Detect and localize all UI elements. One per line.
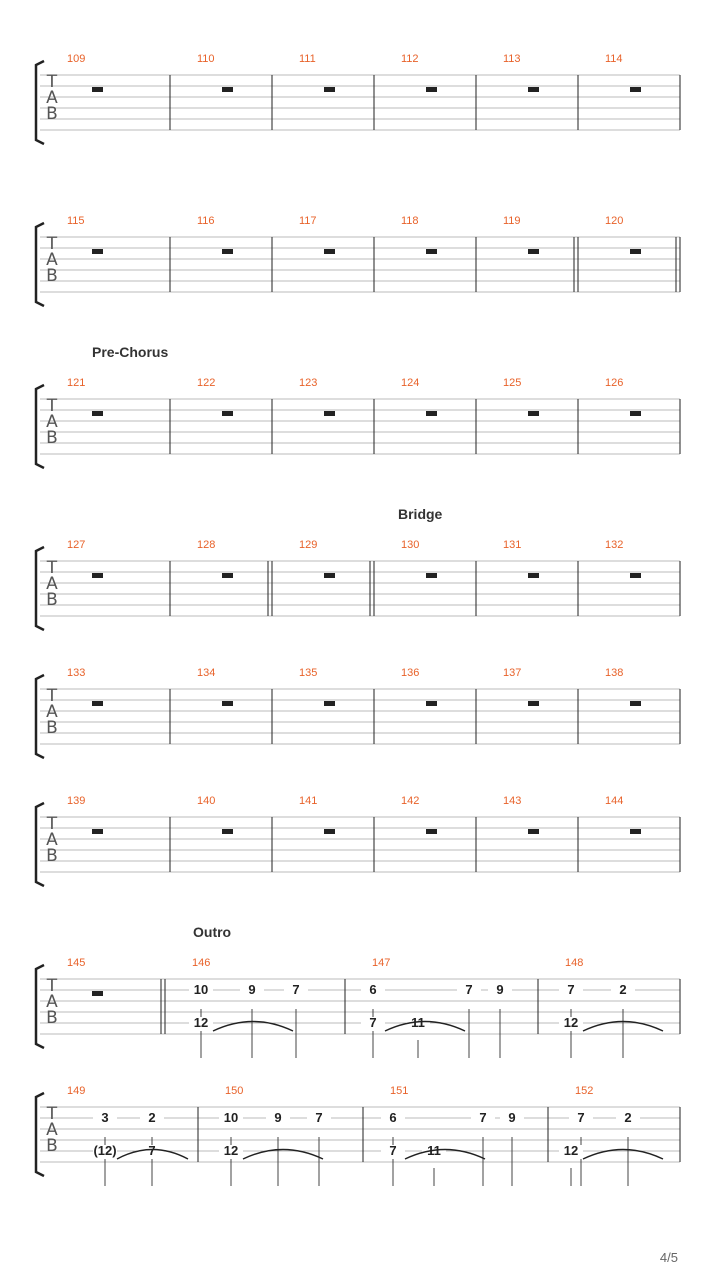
whole-rest [92,249,103,254]
whole-rest [222,411,233,416]
tab-letter: A [46,1120,58,1140]
measure-number: 125 [503,377,522,389]
whole-rest [222,573,233,578]
whole-rest [222,87,233,92]
whole-rest [528,829,539,834]
fret-number: 7 [577,1110,585,1125]
tab-letter: T [46,1104,58,1124]
tab-system [36,539,680,630]
tab-letter: B [46,266,58,286]
whole-rest [630,573,641,578]
tab-letter: A [46,574,58,594]
system-brace [36,675,44,758]
whole-rest [92,87,103,92]
measure-number: 126 [605,377,624,389]
measure-number: 151 [390,1085,409,1097]
tab-letter: A [46,702,58,722]
whole-rest [92,573,103,578]
page-number: 4/5 [659,1250,678,1265]
fret-number: 7 [292,982,300,997]
whole-rest [630,411,641,416]
fret-number: 7 [315,1110,323,1125]
fret-number: 11 [427,1143,441,1158]
measure-number: 121 [67,377,86,389]
fret-number: 3 [101,1110,109,1125]
tab-letter: B [46,1008,58,1028]
measure-number: 132 [605,539,624,551]
whole-rest [222,249,233,254]
fret-number: 7 [148,1143,156,1158]
tab-system [36,377,680,468]
measure-number: 138 [605,667,624,679]
measure-number: 149 [67,1085,86,1097]
fret-number: 6 [389,1110,397,1125]
whole-rest [426,249,437,254]
measure-number: 136 [401,667,420,679]
measure-number: 119 [503,215,521,227]
whole-rest [324,701,335,706]
measure-number: 113 [503,53,521,65]
measure-number: 114 [605,53,623,65]
system-brace [36,965,44,1048]
fret-number: 10 [223,1110,239,1125]
fret-number: 9 [496,982,504,997]
fret-number: 7 [567,982,575,997]
tab-letter: T [46,234,58,254]
whole-rest [630,829,641,834]
measure-number: 152 [575,1085,594,1097]
measure-number: 115 [67,215,85,227]
fret-number: 2 [619,982,627,997]
tab-system [36,667,680,758]
system-brace [36,223,44,306]
tab-letter: A [46,830,58,850]
measure-number: 129 [299,539,318,551]
system-brace [36,547,44,630]
whole-rest [92,411,103,416]
section-label: Pre-Chorus [92,344,169,360]
system-brace [36,803,44,886]
measure-number: 130 [401,539,420,551]
measure-number: 143 [503,795,522,807]
tab-letter: A [46,412,58,432]
measure-number: 150 [225,1085,244,1097]
measure-number: 135 [299,667,318,679]
whole-rest [324,829,335,834]
fret-number: 9 [274,1110,282,1125]
measure-number: 134 [197,667,216,679]
fret-number: 11 [411,1015,425,1030]
fret-number: (12) [93,1143,117,1158]
tab-letter: A [46,88,58,108]
whole-rest [528,573,539,578]
measure-number: 139 [67,795,86,807]
whole-rest [324,87,335,92]
whole-rest [222,829,233,834]
whole-rest [92,701,103,706]
measure-number: 123 [299,377,318,389]
tab-system [36,53,680,144]
tab-letter: B [46,1136,58,1156]
fret-number: 2 [148,1110,156,1125]
system-brace [36,61,44,144]
section-label: Outro [193,924,232,940]
tab-letter: T [46,976,58,996]
fret-number: 2 [624,1110,632,1125]
measure-number: 147 [372,957,391,969]
tab-letter: A [46,250,58,270]
measure-number: 124 [401,377,420,389]
tab-letter: T [46,814,58,834]
tab-letter: B [46,590,58,610]
whole-rest [324,411,335,416]
fret-number: 7 [369,1015,377,1030]
whole-rest [426,701,437,706]
whole-rest [528,411,539,416]
measure-number: 122 [197,377,216,389]
measure-number: 146 [192,957,211,969]
measure-number: 128 [197,539,216,551]
whole-rest [92,991,103,996]
tab-letter: T [46,558,58,578]
measure-number: 117 [299,215,317,227]
whole-rest [92,829,103,834]
measure-number: 120 [605,215,624,227]
system-brace [36,1093,44,1176]
measure-number: 144 [605,795,624,807]
whole-rest [426,829,437,834]
tab-system [36,795,680,886]
measure-number: 131 [503,539,522,551]
fret-number: 7 [479,1110,487,1125]
fret-number: 12 [193,1015,209,1030]
measure-number: 145 [67,957,86,969]
fret-number: 12 [563,1143,579,1158]
fret-number: 7 [465,982,473,997]
whole-rest [324,573,335,578]
whole-rest [630,249,641,254]
measure-number: 140 [197,795,216,807]
fret-number: 7 [389,1143,397,1158]
whole-rest [324,249,335,254]
measure-number: 111 [299,53,316,65]
measure-number: 148 [565,957,584,969]
whole-rest [528,701,539,706]
whole-rest [222,701,233,706]
tab-letter: B [46,104,58,124]
measure-number: 116 [197,215,215,227]
measure-number: 127 [67,539,86,551]
section-label: Bridge [398,506,443,522]
fret-number: 9 [248,982,256,997]
measure-number: 118 [401,215,419,227]
tab-letter: A [46,992,58,1012]
whole-rest [528,249,539,254]
whole-rest [426,87,437,92]
fret-number: 10 [193,982,209,997]
fret-number: 12 [563,1015,579,1030]
tab-letter: B [46,846,58,866]
measure-number: 142 [401,795,420,807]
tab-system [36,1085,680,1186]
system-brace [36,385,44,468]
measure-number: 137 [503,667,522,679]
whole-rest [630,701,641,706]
fret-number: 12 [223,1143,239,1158]
whole-rest [426,411,437,416]
tab-system [36,215,680,306]
measure-number: 141 [299,795,318,807]
tab-letter: T [46,396,58,416]
measure-number: 109 [67,53,86,65]
whole-rest [630,87,641,92]
whole-rest [528,87,539,92]
tab-letter: B [46,428,58,448]
whole-rest [426,573,437,578]
tab-letter: T [46,72,58,92]
tab-system [36,957,680,1058]
measure-number: 133 [67,667,86,679]
measure-number: 110 [197,53,215,65]
tab-letter: B [46,718,58,738]
fret-number: 9 [508,1110,516,1125]
measure-number: 112 [401,53,419,65]
tab-letter: T [46,686,58,706]
fret-number: 6 [369,982,377,997]
